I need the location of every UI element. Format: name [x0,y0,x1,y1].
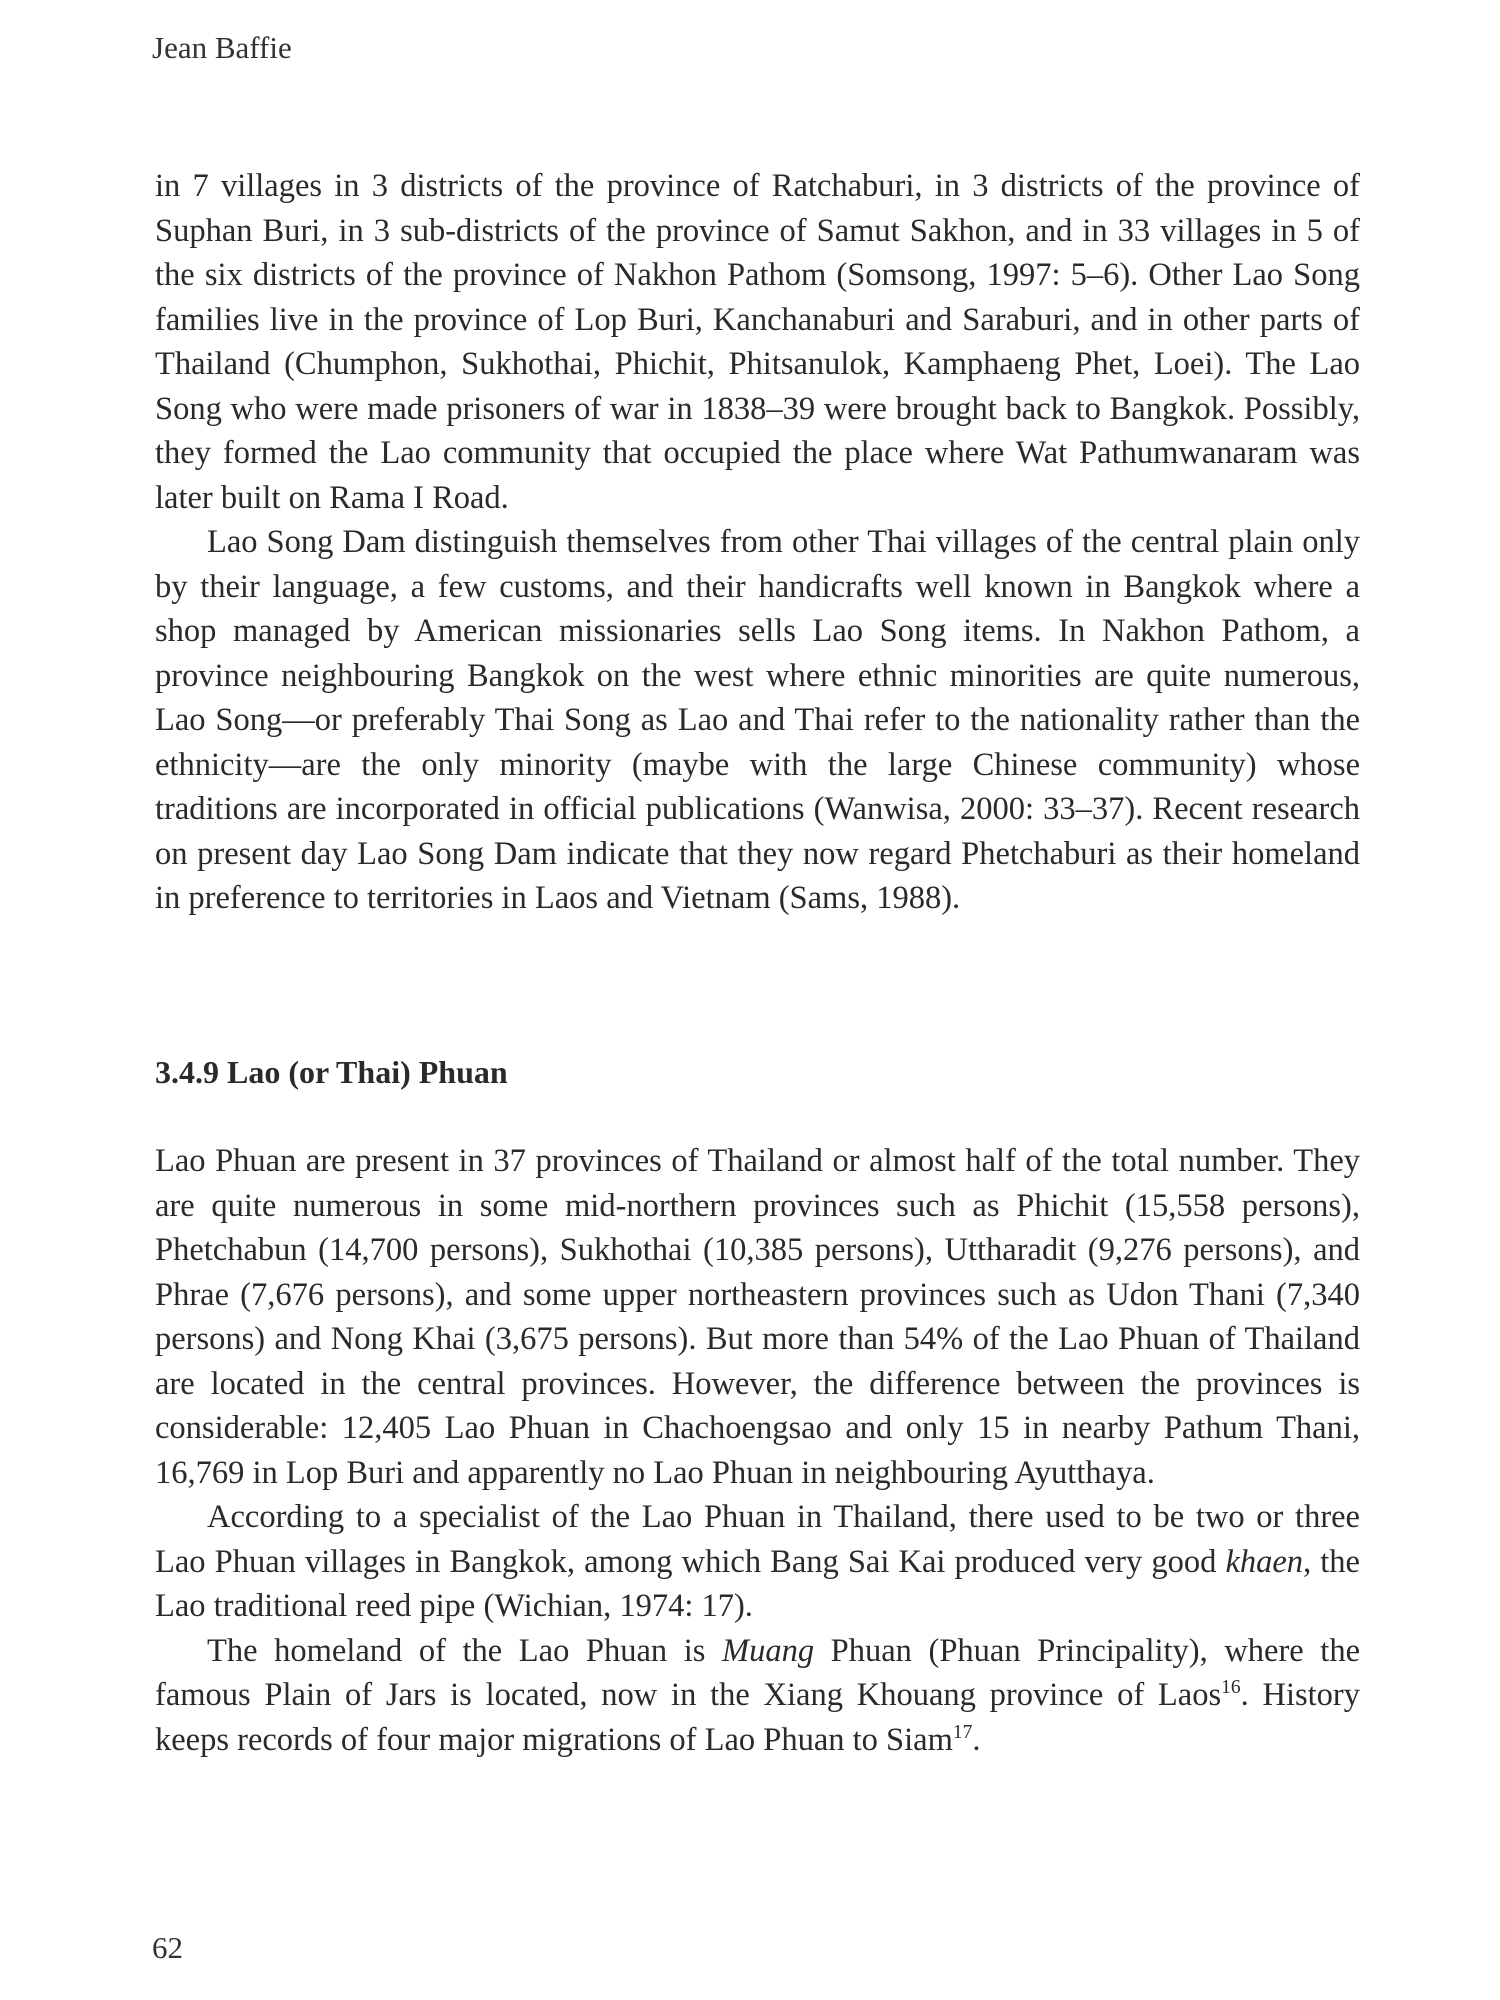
text-run: , the Lao traditional reed pipe (Wichian, 1974: 17). [155,1543,1360,1624]
section-lao-song-text [155,164,1360,921]
text-run: . History keeps records of four major migrations of Lao Phuan to Siam [155,1677,1360,1758]
italic-term: Muang [722,1632,815,1669]
italic-term: khaen [1225,1543,1304,1580]
paragraph: Lao Phuan are present in 37 provinces of Thailand or almost half of the total number. They are quite numerous in some mid-northern provinces such as Phichit (15,558 persons), Phetchabun (14,700 persons), Sukhothai (10,385 persons), Uttharadit (9,276 persons), and Phrae (7,676 persons), and some upper northeastern provinces such as Udon Thani (7,340 persons) and Nong Khai (3,675 persons). But more than 54% of the Lao Phuan of Thailand are located in the central provinces. However, the difference between the provinces is considerable: 12,405 Lao Phuan in Chachoengsao and only 15 in nearby Pathum Thani, 16,769 in Lop Buri and apparently no Lao Phuan in neighbouring Ayutthaya. [155,1143,1360,1491]
section-heading: 3.4.9 Lao (or Thai) Phuan [155,1054,508,1090]
paragraph [155,1495,1360,1629]
text-run: According to a specialist of the Lao Phuan in Thailand, there used to be two or three Lao Phuan villages in Bangkok, among which Bang Sai Kai produced very good [155,1499,1360,1580]
paragraph: in 7 villages in 3 districts of the province of Ratchaburi, in 3 districts of the province of Suphan Buri, in 3 sub-districts of the province of Samut Sakhon, and in 33 villages in 5 of the six districts of the province of Nakhon Pathom (Somsong, 1997: 5–6). Other Lao Song families live in the province of Lop Buri, Kanchanaburi and Saraburi, and in other parts of Thailand (Chumphon, Sukhothai, Phichit, Phitsanulok, Kamphaeng Phet, Loei). The Lao Song who were made prisoners of war in 1838–39 were brought back to Bangkok. Possibly, they formed the Lao community that occupied the place where Wat Pathumwanaram was later built on Rama I Road. [155,168,1360,516]
text-run: . [972,1721,981,1758]
footnote-marker: 17 [952,1721,973,1743]
text-run: The homeland of the Lao Phuan is [207,1632,722,1669]
text-run: Phuan (Phuan Principality), where the famous Plain of Jars is located, now in the Xiang Khouang province of Laos [155,1632,1361,1713]
footnote-marker: 16 [1221,1677,1241,1699]
paragraph [155,1629,1360,1763]
running-head: Jean Baffie [152,30,292,65]
page-number: 62 [152,1930,183,1965]
paragraph: Lao Song Dam distinguish themselves from other Thai villages of the central plain only by their language, a few customs, and their handicrafts well known in Bangkok where a shop managed by American missionaries sells Lao Song items. In Nakhon Pathom, a province neighbouring Bangkok on the west where ethnic minorities are quite numerous, Lao Song—or preferably Thai Song as Lao and Thai refer to the nationality rather than the ethnicity—are the only minority (maybe with the large Chinese community) whose traditions are incorporated in official publications (Wanwisa, 2000: 33–37). Recent research on present day Lao Song Dam indicate that they now regard Phetchaburi as their homeland in preference to territories in Laos and Vietnam (Sams, 1988). [155,524,1360,916]
section-lao-phuan-text [155,1139,1360,1762]
